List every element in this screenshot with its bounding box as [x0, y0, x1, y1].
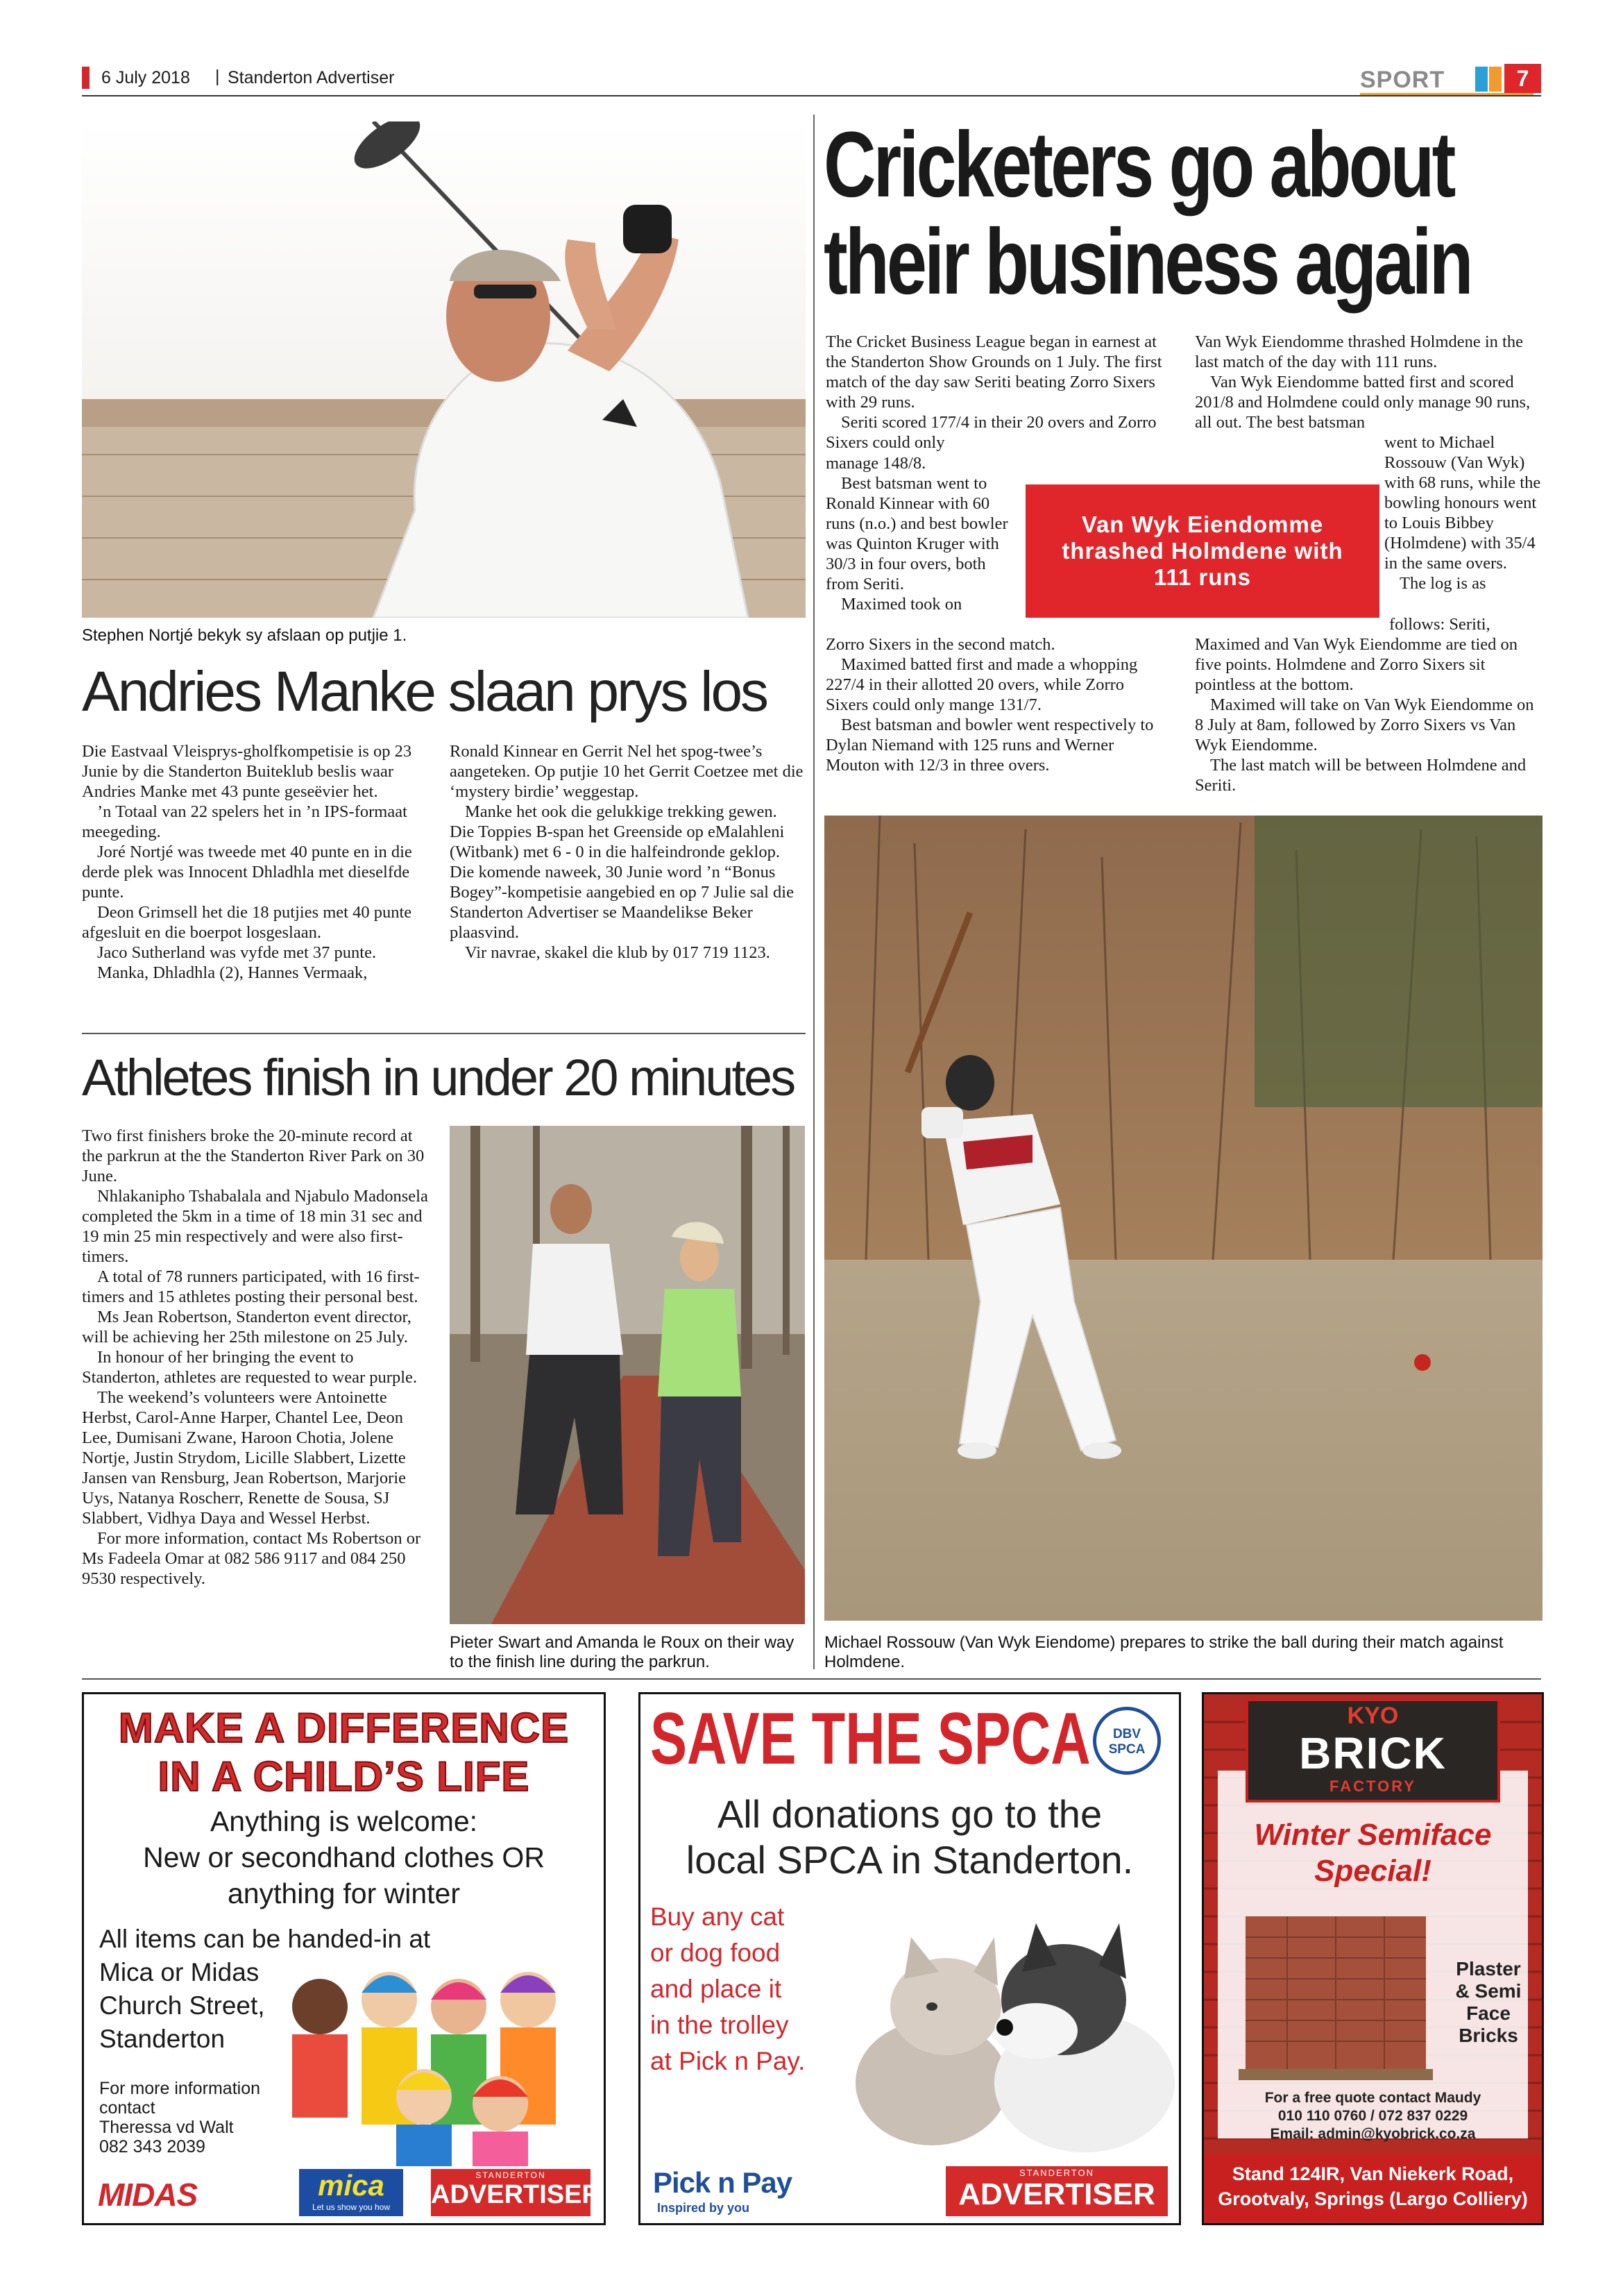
ad-child-handin-2: Mica or Midas [99, 1958, 260, 1986]
spca-buy-2: or dog food [650, 1939, 781, 1967]
golf-paragraph: Die Eastvaal Vleisprys-gholfkompetisie is op 23 Junie by die Standerton Buiteklub beslis waar Andries Manke met 43 punte geseëvier het. [82, 742, 412, 801]
cricket-headline-line1: Cricketers go about [824, 113, 1454, 217]
ad-child-welcome-3: anything for winter [227, 1877, 460, 1909]
cricket-paragraph: follows: Seriti, [1389, 615, 1490, 634]
golf-paragraph: Vir navrae, skakel die klub by 017 719 1123. [465, 943, 770, 962]
mica-logo [299, 2169, 403, 2216]
cricket-paragraph: Seriti scored 177/4 in their 20 overs and Zorro Sixers could only [826, 413, 1157, 452]
athletes-photo [450, 1126, 805, 1624]
cricketer-photo-icon [824, 816, 1543, 1621]
spca-buy-3: and place it [650, 1975, 782, 2003]
kyo-quote-2: 010 110 0760 / 072 837 0229 [1277, 2108, 1468, 2124]
cricket-paragraph: Maximed and Van Wyk Eiendomme are tied on five points. Holmdene and Zorro Sixers sit pointless at the bottom. [1195, 635, 1518, 694]
kyo-logo-top: KYO [1347, 1703, 1399, 1729]
cricket-paragraph: Maximed batted first and made a whopping 227/4 in their allotted 20 overs, while Zorro Sixers could only mange 131/7. [826, 655, 1138, 714]
advertiser-logo-small: STANDERTON [1019, 2168, 1095, 2178]
runners-photo-icon [450, 1126, 805, 1624]
advertiser-logo-spca [946, 2166, 1168, 2216]
brick-pallet-photo [1232, 1902, 1440, 2083]
golf-photo [82, 121, 806, 618]
golf-paragraph: ’n Totaal van 22 spelers het in ’n IPS-formaat meegeding. [82, 802, 407, 841]
golf-paragraph: Manke het ook die gelukkige trekking gewen. Die Toppies B-span het Greenside op eMalahleni (Witbank) met 6 - 0 in die halfeindronde geklop. Die komende naweek, 30 Junie word ’n “Bonus Bogey”-kompetisie aangebied en op 7 Julie sal die Standerton Advertiser se Maandelikse Beker plaasvind. [450, 802, 794, 942]
advertiser-logo-text: ADVERTISER [431, 2180, 601, 2209]
cricket-headline [824, 113, 1545, 314]
kyo-quote-3: Email: admin@kyobrick.co.za [1270, 2126, 1476, 2142]
header-blue-bar [1475, 67, 1488, 92]
cricket-paragraph: The log is as [1400, 574, 1486, 593]
spca-badge-2: SPCA [1108, 1742, 1146, 1757]
column-divider [813, 115, 815, 1669]
cricket-column-1-narrow [826, 453, 1020, 614]
midas-logo: MIDAS [98, 2177, 198, 2213]
spca-buy-5: at Pick n Pay. [650, 2047, 806, 2075]
header-page-number: 7 [1504, 64, 1541, 93]
golf-paragraph: Ronald Kinnear en Gerrit Nel het spog-twee’s aangeteken. Op putjie 10 het Gerrit Coetzee met die ‘mystery birdie’ weggestap. [450, 742, 804, 801]
ad-kyo-brick[interactable] [1202, 1692, 1544, 2225]
advertiser-logo-text: ADVERTISER [958, 2177, 1155, 2211]
pnp-logo-tag: Inspired by you [657, 2201, 750, 2215]
cricket-paragraph: The last match will be between Holmdene and Seriti. [1195, 756, 1527, 795]
spca-badge [1093, 1707, 1161, 1775]
kyo-logo [1246, 1698, 1500, 1803]
kyo-product-4: Bricks [1459, 2025, 1518, 2046]
spca-photo [828, 1896, 1175, 2152]
kyo-quote-1: For a free quote contact Maudy [1264, 2090, 1481, 2106]
header-publication: Standerton Advertiser [228, 68, 395, 87]
athletes-paragraph: A total of 78 runners participated, with 16 first-timers and 15 athletes posting their personal best. [82, 1267, 420, 1306]
advertiser-logo-small: STANDERTON [475, 2170, 546, 2180]
brick-pallet-photo-icon [1232, 1902, 1440, 2083]
ad-child-info-4: 082 343 2039 [99, 2137, 205, 2156]
cricket-paragraph: Van Wyk Eiendomme thrashed Holmdene in the last match of the day with 111 runs. [1195, 332, 1523, 371]
cricket-pullquote [1026, 484, 1379, 618]
ad-child-title-line1: MAKE A DIFFERENCE [118, 1705, 570, 1751]
children-photo-icon [278, 1958, 597, 2166]
golf-paragraph: Jaco Sutherland was vyfde met 37 punte. [97, 943, 377, 962]
cricket-paragraph: Best batsman went to Ronald Kinnear with 60 runs (n.o.) and best bowler was Quinton Kruger with 30/3 in four overs, both from Seriti. [826, 474, 1008, 593]
spca-tagline-1: All donations go to the [717, 1792, 1103, 1836]
spca-buy-4: in the trolley [650, 2011, 789, 2039]
ad-child-info-1: For more information [99, 2079, 261, 2098]
golf-column-2 [450, 741, 805, 963]
kitten-puppy-photo-icon [828, 1896, 1175, 2152]
athletes-paragraph: For more information, contact Ms Robertson or Ms Fadeela Omar at 082 586 9117 and 084 250 9530 respectively. [82, 1529, 421, 1588]
cricket-paragraph: manage 148/8. [826, 454, 926, 473]
cricket-paragraph: Maximed took on [841, 595, 962, 614]
pnp-logo [653, 2166, 833, 2215]
ad-child-title-line2: IN A CHILD’S LIFE [158, 1753, 530, 1800]
kyo-special-2: Special! [1314, 1854, 1431, 1888]
cricket-paragraph: Zorro Sixers in the second match. [826, 635, 1055, 654]
cricket-paragraph: went to Michael Rossouw (Van Wyk) with 68 runs, while the bowling honours went to Louis Bibbey (Holmdene) with 35/4 in the same overs. [1384, 433, 1541, 573]
spca-title: SAVE THE SPCA [650, 1698, 1091, 1780]
ad-child-info-3: Theressa vd Walt [99, 2118, 234, 2137]
ad-child-welcome-1: Anything is welcome: [210, 1805, 478, 1837]
ad-child-handin-4: Standerton [99, 2025, 226, 2053]
athletes-paragraph: The weekend’s volunteers were Antoinette Herbst, Carol-Anne Harper, Chantel Lee, Deon Lee, Dumisani Zwane, Haroon Chotia, Jolene Nortje, Justin Strydom, Licille Slabbert, Lizette Jansen van Rensburg, Jean Robertson, Marjorie Uys, Natanya Roscherr, Renette de Sousa, SJ Slabbert, Vidhya Daya and Wessel Herbst. [82, 1388, 406, 1528]
ad-child[interactable] [82, 1692, 606, 2225]
header-divider: | [215, 67, 220, 86]
spca-buy-1: Buy any cat [650, 1902, 785, 1931]
ad-child-info-2: contact [99, 2098, 155, 2118]
ad-child-handin-3: Church Street, [99, 1991, 265, 2020]
cricket-column-2-top [1195, 332, 1542, 432]
header-section: SPORT [1360, 67, 1445, 93]
header-red-marker [82, 67, 90, 89]
kyo-special-1: Winter Semiface [1254, 1818, 1492, 1852]
ads-top-rule [82, 1678, 1541, 1680]
kyo-address-bar [1204, 2154, 1542, 2223]
kyo-product-3: Face [1466, 2002, 1511, 2024]
golf-photo-caption: Stephen Nortjé bekyk sy afslaan op putjie 1. [82, 626, 407, 645]
header-rule [82, 95, 1541, 96]
golf-bottom-rule [82, 1033, 806, 1034]
spca-badge-1: DBV [1112, 1727, 1141, 1741]
header-orange-bar [1489, 67, 1502, 92]
athletes-paragraph: Nhlakanipho Tshabalala and Njabulo Madonsela completed the 5km in a time of 18 min 31 sec and 19 min 25 min respectively and were also first-timers. [82, 1187, 428, 1266]
kyo-product-2: & Semi [1455, 1980, 1522, 2002]
golf-paragraph: Deon Grimsell het die 18 putjies met 40 punte afgesluit en die boerpot losgeslaan. [82, 903, 412, 942]
athletes-photo-caption: Pieter Swart and Amanda le Roux on their way to the finish line during the parkrun. [450, 1633, 794, 1671]
cricket-pullquote-text: Van Wyk Eiendomme thrashed Holmdene with 111 runs [1062, 512, 1343, 590]
golf-paragraph: Manka, Dhladhla (2), Hannes Vermaak, [97, 963, 368, 982]
cricket-headline-line2: their business again [824, 210, 1471, 314]
cricket-photo [824, 816, 1543, 1621]
kyo-logo-bot: FACTORY [1329, 1778, 1416, 1795]
cricket-column-2-narrow [1384, 432, 1542, 593]
kyo-address-1: Stand 124IR, Van Niekerk Road, [1232, 2163, 1514, 2184]
ad-child-handin-1: All items can be handed-in at [99, 1925, 431, 1953]
cricket-paragraph: Maximed will take on Van Wyk Eiendomme on 8 July at 8am, followed by Zorro Sixers vs Van Wyk Eiendomme. [1195, 695, 1534, 754]
mica-logo-text: mica [318, 2169, 384, 2202]
cricket-paragraph: Best batsman and bowler went respectively to Dylan Niemand with 125 runs and Werner Mouton with 12/3 in three overs. [826, 716, 1154, 775]
kyo-address-2: Grootvaly, Springs (Largo Colliery) [1218, 2188, 1528, 2209]
athletes-body [82, 1126, 432, 1589]
golf-column-1 [82, 741, 432, 983]
ad-child-welcome-2: New or secondhand clothes OR [143, 1841, 545, 1873]
athletes-paragraph: Ms Jean Robertson, Standerton event director, will be achieving her 25th milestone on 25 July. [82, 1308, 411, 1347]
athletes-paragraph: Two first finishers broke the 20-minute record at the parkrun at the the Standerton River Park on 30 June. [82, 1126, 425, 1185]
cricket-column-2-bottom [1195, 614, 1542, 795]
golf-headline: Andries Manke slaan prys los [82, 660, 767, 723]
athletes-headline: Athletes finish in under 20 minutes [82, 1049, 794, 1106]
cricket-paragraph: The Cricket Business League began in earnest at the Standerton Show Grounds on 1 July. The first match of the day saw Seriti beating Zorro Sixers with 29 runs. [826, 332, 1162, 412]
ad-spca[interactable] [638, 1692, 1181, 2225]
advertiser-logo-child [431, 2169, 601, 2216]
spca-tagline-2: local SPCA in Standerton. [686, 1838, 1134, 1882]
header-date: 6 July 2018 [101, 68, 190, 87]
children-photo [278, 1958, 597, 2166]
cricket-column-1-top [826, 332, 1166, 453]
mica-logo-tag: Let us show you how [312, 2202, 391, 2212]
athletes-paragraph: In honour of her bringing the event to Standerton, athletes are requested to wear purple. [82, 1348, 418, 1387]
cricket-column-1-bottom [826, 634, 1166, 775]
kyo-product-1: Plaster [1456, 1958, 1521, 1980]
kyo-logo-mid: BRICK [1299, 1728, 1447, 1778]
golfer-photo-icon [82, 121, 806, 618]
golf-paragraph: Joré Nortjé was tweede met 40 punte en in die derde plek was Innocent Dhladhla met dieselfde punte. [82, 843, 412, 902]
cricket-paragraph: Van Wyk Eiendomme batted first and scored 201/8 and Holmdene could only manage 90 runs, all out. The best batsman [1195, 373, 1531, 432]
cricket-photo-caption: Michael Rossouw (Van Wyk Eiendome) prepares to strike the ball during their match against Holmdene. [824, 1633, 1504, 1671]
pnp-logo-text: Pick n Pay [653, 2166, 792, 2199]
page-header [82, 64, 1541, 96]
